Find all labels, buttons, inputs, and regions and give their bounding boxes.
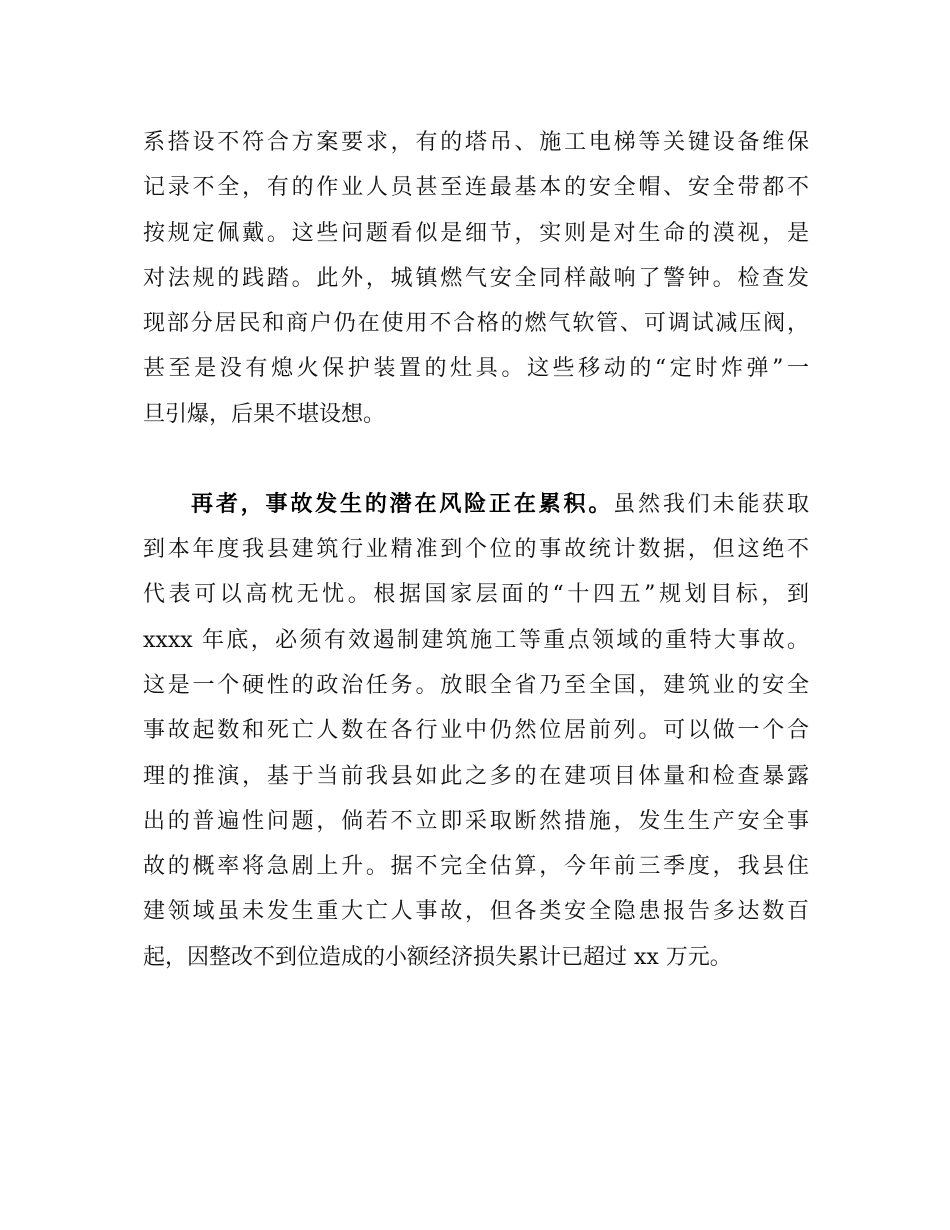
paragraph-first-line: [191, 490, 809, 520]
paragraph-line: 故的概率将急剧上升。据不完全估算，今年前三季度，我县住: [143, 854, 809, 879]
paragraph-line: 甚至是没有熄火保护装置的灶具。这些移动的“定时炸弹”一: [143, 356, 809, 381]
paragraph-line: 现部分居民和商户仍在使用不合格的燃气软管、可调试减压阀，: [143, 311, 809, 336]
paragraph-line: 代表可以高枕无忧。根据国家层面的“十四五”规划目标，到: [143, 582, 809, 607]
paragraph-line: 按规定佩戴。这些问题看似是细节，实则是对生命的漠视，是: [143, 221, 809, 246]
paragraph-line: 事故起数和死亡人数在各行业中仍然位居前列。可以做一个合: [143, 718, 809, 743]
paragraph-line: xxxx 年底，必须有效遏制建筑施工等重点领域的重特大事故。: [143, 628, 809, 653]
paragraph-line: 对法规的践踏。此外，城镇燃气安全同样敲响了警钟。检查发: [143, 266, 809, 291]
paragraph-line: 旦引爆，后果不堪设想。: [143, 402, 386, 427]
paragraph-line: 起，因整改不到位造成的小额经济损失累计已超过 xx 万元。: [143, 945, 732, 970]
paragraph-line: 理的推演，基于当前我县如此之多的在建项目体量和检查暴露: [143, 764, 809, 789]
paragraph-line: 建领域虽未发生重大亡人事故，但各类安全隐患报告多达数百: [143, 899, 809, 924]
paragraph-line: 这是一个硬性的政治任务。放眼全省乃至全国，建筑业的安全: [143, 673, 809, 698]
paragraph-line: 到本年度我县建筑行业精准到个位的事故统计数据，但这绝不: [143, 537, 809, 562]
paragraph-line: 出的普遍性问题，倘若不立即采取断然措施，发生生产安全事: [143, 809, 809, 834]
paragraph-first-line-rest: 虽然我们未能获取: [613, 492, 809, 517]
paragraph-lead-sentence: 再者，事故发生的潜在风险正在累积。: [191, 492, 614, 517]
paragraph-line: 记录不全，有的作业人员甚至连最基本的安全帽、安全带都不: [143, 175, 809, 200]
paragraph-line: 系搭设不符合方案要求，有的塔吊、施工电梯等关键设备维保: [143, 130, 809, 155]
